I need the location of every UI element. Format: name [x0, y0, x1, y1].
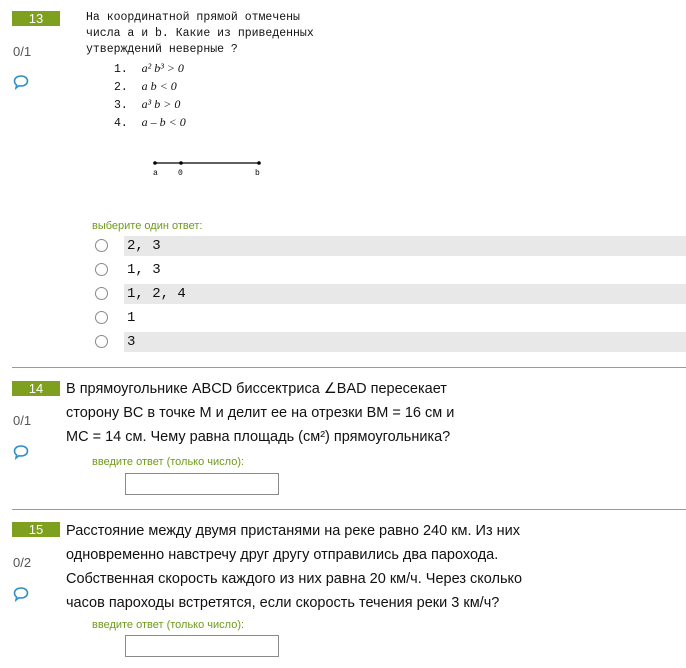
question-text — [86, 10, 314, 58]
answer-hint: введите ответ (только число): — [92, 619, 245, 631]
point-a — [153, 161, 157, 165]
question-text-line: сторону BC в точке M и делит ее на отрезки BM = 16 см и — [66, 405, 455, 421]
answer-hint: выберите один ответ: — [92, 220, 203, 232]
statement-expression: a² b³ > 0 — [141, 61, 184, 75]
question-score: 0/1 — [13, 413, 32, 428]
question-text-line: В прямоугольнике ABCD биссектриса ∠BAD пересекает — [66, 381, 447, 397]
answer-option[interactable] — [95, 332, 686, 352]
question-text-line: На координатной прямой отмечены — [86, 11, 300, 24]
option-label[interactable]: 1 — [127, 310, 136, 326]
option-band — [124, 284, 686, 304]
answer-input[interactable] — [125, 635, 279, 657]
comment-icon[interactable] — [13, 444, 29, 460]
answer-option[interactable] — [95, 236, 686, 256]
option-band — [124, 260, 686, 280]
question-text-line: числа a и b. Какие из приведенных — [86, 27, 314, 40]
answer-option[interactable] — [95, 308, 686, 328]
question-number-15: 15 — [12, 522, 60, 537]
label-zero: 0 — [178, 169, 183, 178]
statement-expression: a – b < 0 — [141, 115, 186, 129]
question-divider — [12, 367, 686, 368]
option-band — [124, 308, 686, 328]
option-label[interactable]: 1, 2, 4 — [127, 286, 186, 302]
statement-item — [114, 114, 186, 132]
comment-icon[interactable] — [13, 74, 29, 90]
question-text — [66, 519, 586, 615]
point-b — [257, 161, 261, 165]
question-text-line: часов пароходы встретятся, если скорость течения реки 3 км/ч? — [66, 595, 500, 611]
question-number-14: 14 — [12, 381, 60, 396]
question-text-line: утверждений неверные ? — [86, 43, 238, 56]
statement-item — [114, 96, 186, 114]
statement-number: 4. — [114, 117, 128, 130]
label-b: b — [255, 169, 260, 178]
answer-hint: введите ответ (только число): — [92, 456, 245, 468]
question-divider — [12, 509, 686, 510]
statement-number: 3. — [114, 99, 128, 112]
question-text-line: Собственная скорость каждого из них равна 20 км/ч. Через сколько — [66, 571, 523, 587]
comment-icon[interactable] — [13, 586, 29, 602]
answer-option[interactable] — [95, 284, 686, 304]
question-score: 0/1 — [13, 44, 32, 59]
radio-button[interactable] — [95, 335, 108, 348]
statement-expression: a³ b > 0 — [141, 97, 181, 111]
option-label[interactable]: 2, 3 — [127, 238, 161, 254]
option-label[interactable]: 1, 3 — [127, 262, 161, 278]
answer-input[interactable] — [125, 473, 279, 495]
statement-list — [114, 60, 186, 132]
radio-button[interactable] — [95, 287, 108, 300]
statement-item — [114, 60, 186, 78]
statement-expression: a b < 0 — [141, 79, 177, 93]
question-text-line: MC = 14 см. Чему равна площадь (см²) прямоугольника? — [66, 429, 451, 445]
question-text — [66, 377, 586, 449]
question-number-13: 13 — [12, 11, 60, 26]
point-zero — [179, 161, 183, 165]
label-a: a — [153, 169, 158, 178]
radio-button[interactable] — [95, 239, 108, 252]
answer-option[interactable] — [95, 260, 686, 280]
option-band — [124, 236, 686, 256]
option-band — [124, 332, 686, 352]
question-score: 0/2 — [13, 555, 32, 570]
statement-number: 2. — [114, 81, 128, 94]
option-label[interactable]: 3 — [127, 334, 136, 350]
statement-number: 1. — [114, 63, 128, 76]
statement-item — [114, 78, 186, 96]
number-line-figure — [148, 154, 268, 178]
question-text-line: Расстояние между двумя пристанями на реке равно 240 км. Из них — [66, 523, 521, 539]
radio-button[interactable] — [95, 263, 108, 276]
radio-button[interactable] — [95, 311, 108, 324]
question-text-line: одновременно навстречу друг другу отправились два парохода. — [66, 547, 499, 563]
